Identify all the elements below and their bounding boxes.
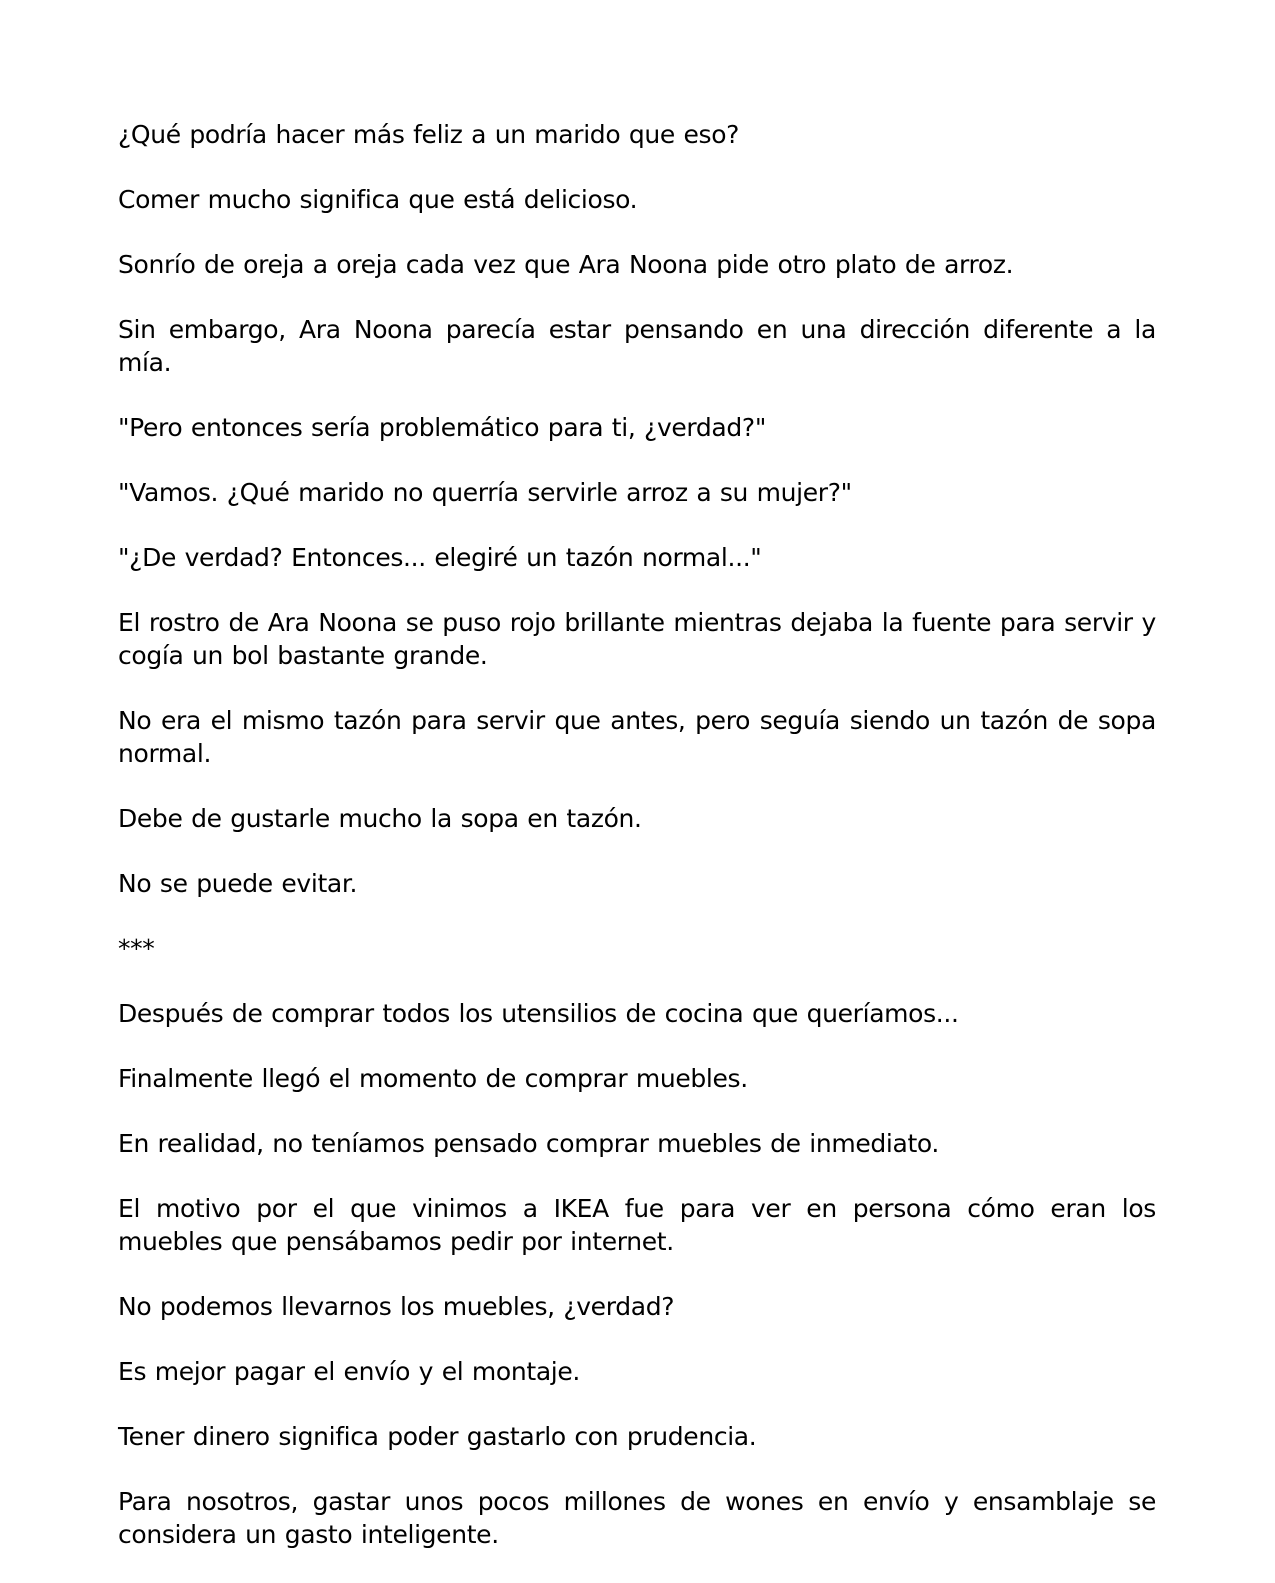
document-body <box>118 118 1156 1583</box>
paragraph: Tener dinero significa poder gastarlo con prudencia. <box>118 1422 757 1451</box>
paragraph: Es mejor pagar el envío y el montaje. <box>118 1357 581 1386</box>
paragraph: El rostro de Ara Noona se puso rojo brillante mientras dejaba la fuente para servir y cogía un bol bastante grande. <box>118 608 1156 670</box>
paragraph: No se puede evitar. <box>118 869 358 898</box>
paragraph: Para nosotros, gastar unos pocos millones de wones en envío y ensamblaje se considera un gasto inteligente. <box>118 1487 1156 1549</box>
paragraph: Sonrío de oreja a oreja cada vez que Ara Noona pide otro plato de arroz. <box>118 250 1014 279</box>
paragraph: En realidad, no teníamos pensado comprar muebles de inmediato. <box>118 1129 940 1158</box>
paragraph: "Vamos. ¿Qué marido no querría servirle arroz a su mujer?" <box>118 478 852 507</box>
paragraph: Debe de gustarle mucho la sopa en tazón. <box>118 804 642 833</box>
paragraph: ¿Qué podría hacer más feliz a un marido que eso? <box>118 120 740 149</box>
paragraph: Comer mucho significa que está delicioso. <box>118 185 638 214</box>
paragraph: "Pero entonces sería problemático para ti, ¿verdad?" <box>118 413 766 442</box>
paragraph: Sin embargo, Ara Noona parecía estar pensando en una dirección diferente a la mía. <box>118 315 1156 377</box>
paragraph: "¿De verdad? Entonces... elegiré un tazón normal..." <box>118 543 762 572</box>
paragraph: Finalmente llegó el momento de comprar muebles. <box>118 1064 748 1093</box>
paragraph: Después de comprar todos los utensilios de cocina que queríamos... <box>118 999 959 1028</box>
paragraph: El motivo por el que vinimos a IKEA fue para ver en persona cómo eran los muebles que pensábamos pedir por internet. <box>118 1194 1156 1256</box>
paragraph: No podemos llevarnos los muebles, ¿verdad? <box>118 1292 675 1321</box>
paragraph: No era el mismo tazón para servir que antes, pero seguía siendo un tazón de sopa normal. <box>118 706 1156 768</box>
scene-break: *** <box>118 934 155 963</box>
